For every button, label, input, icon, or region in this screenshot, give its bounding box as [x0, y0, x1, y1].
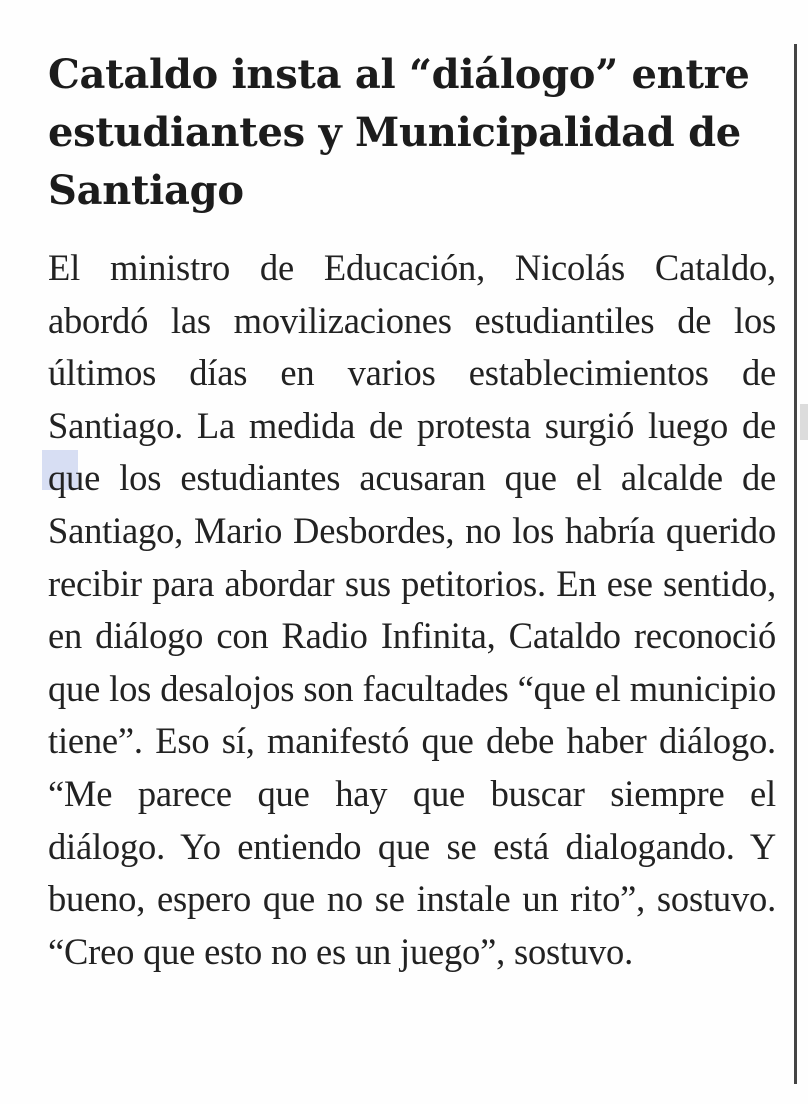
column-divider [794, 44, 797, 1084]
margin-mark [800, 404, 808, 440]
article-body: El ministro de Educación, Nicolás Cataldo, abordó las movilizaciones estudiantiles de los últimos días en varios establecimientos de Santiago. La medida de protesta surgió luego de que los estudiantes acusaran que el alcalde de Santiago, Mario Desbordes, no los habría querido recibir para abordar sus petitorios. En ese sentido, en diálogo con Radio Infinita, Cataldo reconoció que los desalojos son facultades “que el municipio tiene”. Eso sí, manifestó que debe haber diálogo. “Me parece que hay que buscar siempre el diálogo. Yo entiendo que se está dialogando. Y bueno, espero que no se instale un rito”, sostuvo. “Creo que esto no es un juego”, sostuvo. [48, 247, 776, 972]
article-headline: Cataldo insta al “diálogo” entre estudiantes y Municipalidad de Santiago [48, 51, 750, 214]
